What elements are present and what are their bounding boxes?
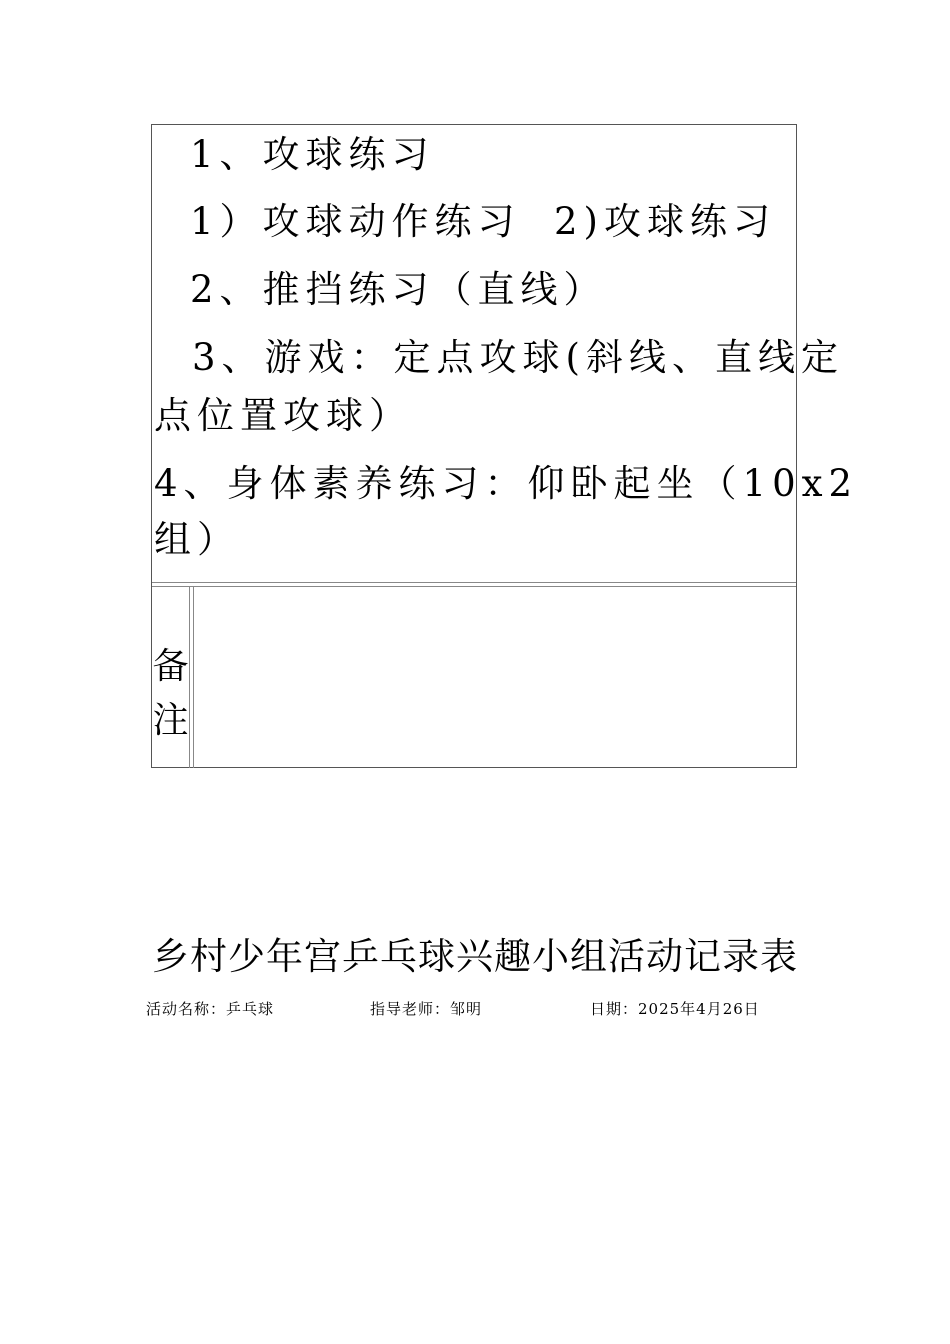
column-divider [193,586,194,768]
page-title: 乡村少年宫乒乓球兴趣小组活动记录表 [152,935,798,978]
teacher-name: 指导老师：邹明 [370,1000,483,1018]
column-divider [189,586,190,768]
plan-line-2a: 1）攻球动作练习 [190,200,521,243]
remarks-label [152,640,189,748]
plan-line-4b: 点位置攻球） [154,394,412,437]
activity-date: 日期：2025年4月26日 [590,1000,760,1018]
row-divider [152,586,796,587]
row-divider [152,582,796,583]
plan-line-5a: 4、身体素养练习：仰卧起坐（10x2 [154,462,859,505]
plan-line-2b: 2)攻球练习 [554,200,776,243]
plan-line-3: 2、推挡练习（直线） [190,268,607,311]
plan-line-4a: 3、游戏：定点攻球(斜线、直线定 [192,336,844,379]
activity-name: 活动名称：乒乓球 [146,1000,275,1018]
remarks-label-char-1: 备 [152,646,189,687]
remarks-label-char-2: 注 [152,700,189,741]
remarks-content [196,589,794,765]
plan-line-5b: 组） [154,518,240,561]
plan-line-1: 1、攻球练习 [190,133,435,176]
activity-table [151,124,859,768]
activity-content-cell [152,125,859,583]
